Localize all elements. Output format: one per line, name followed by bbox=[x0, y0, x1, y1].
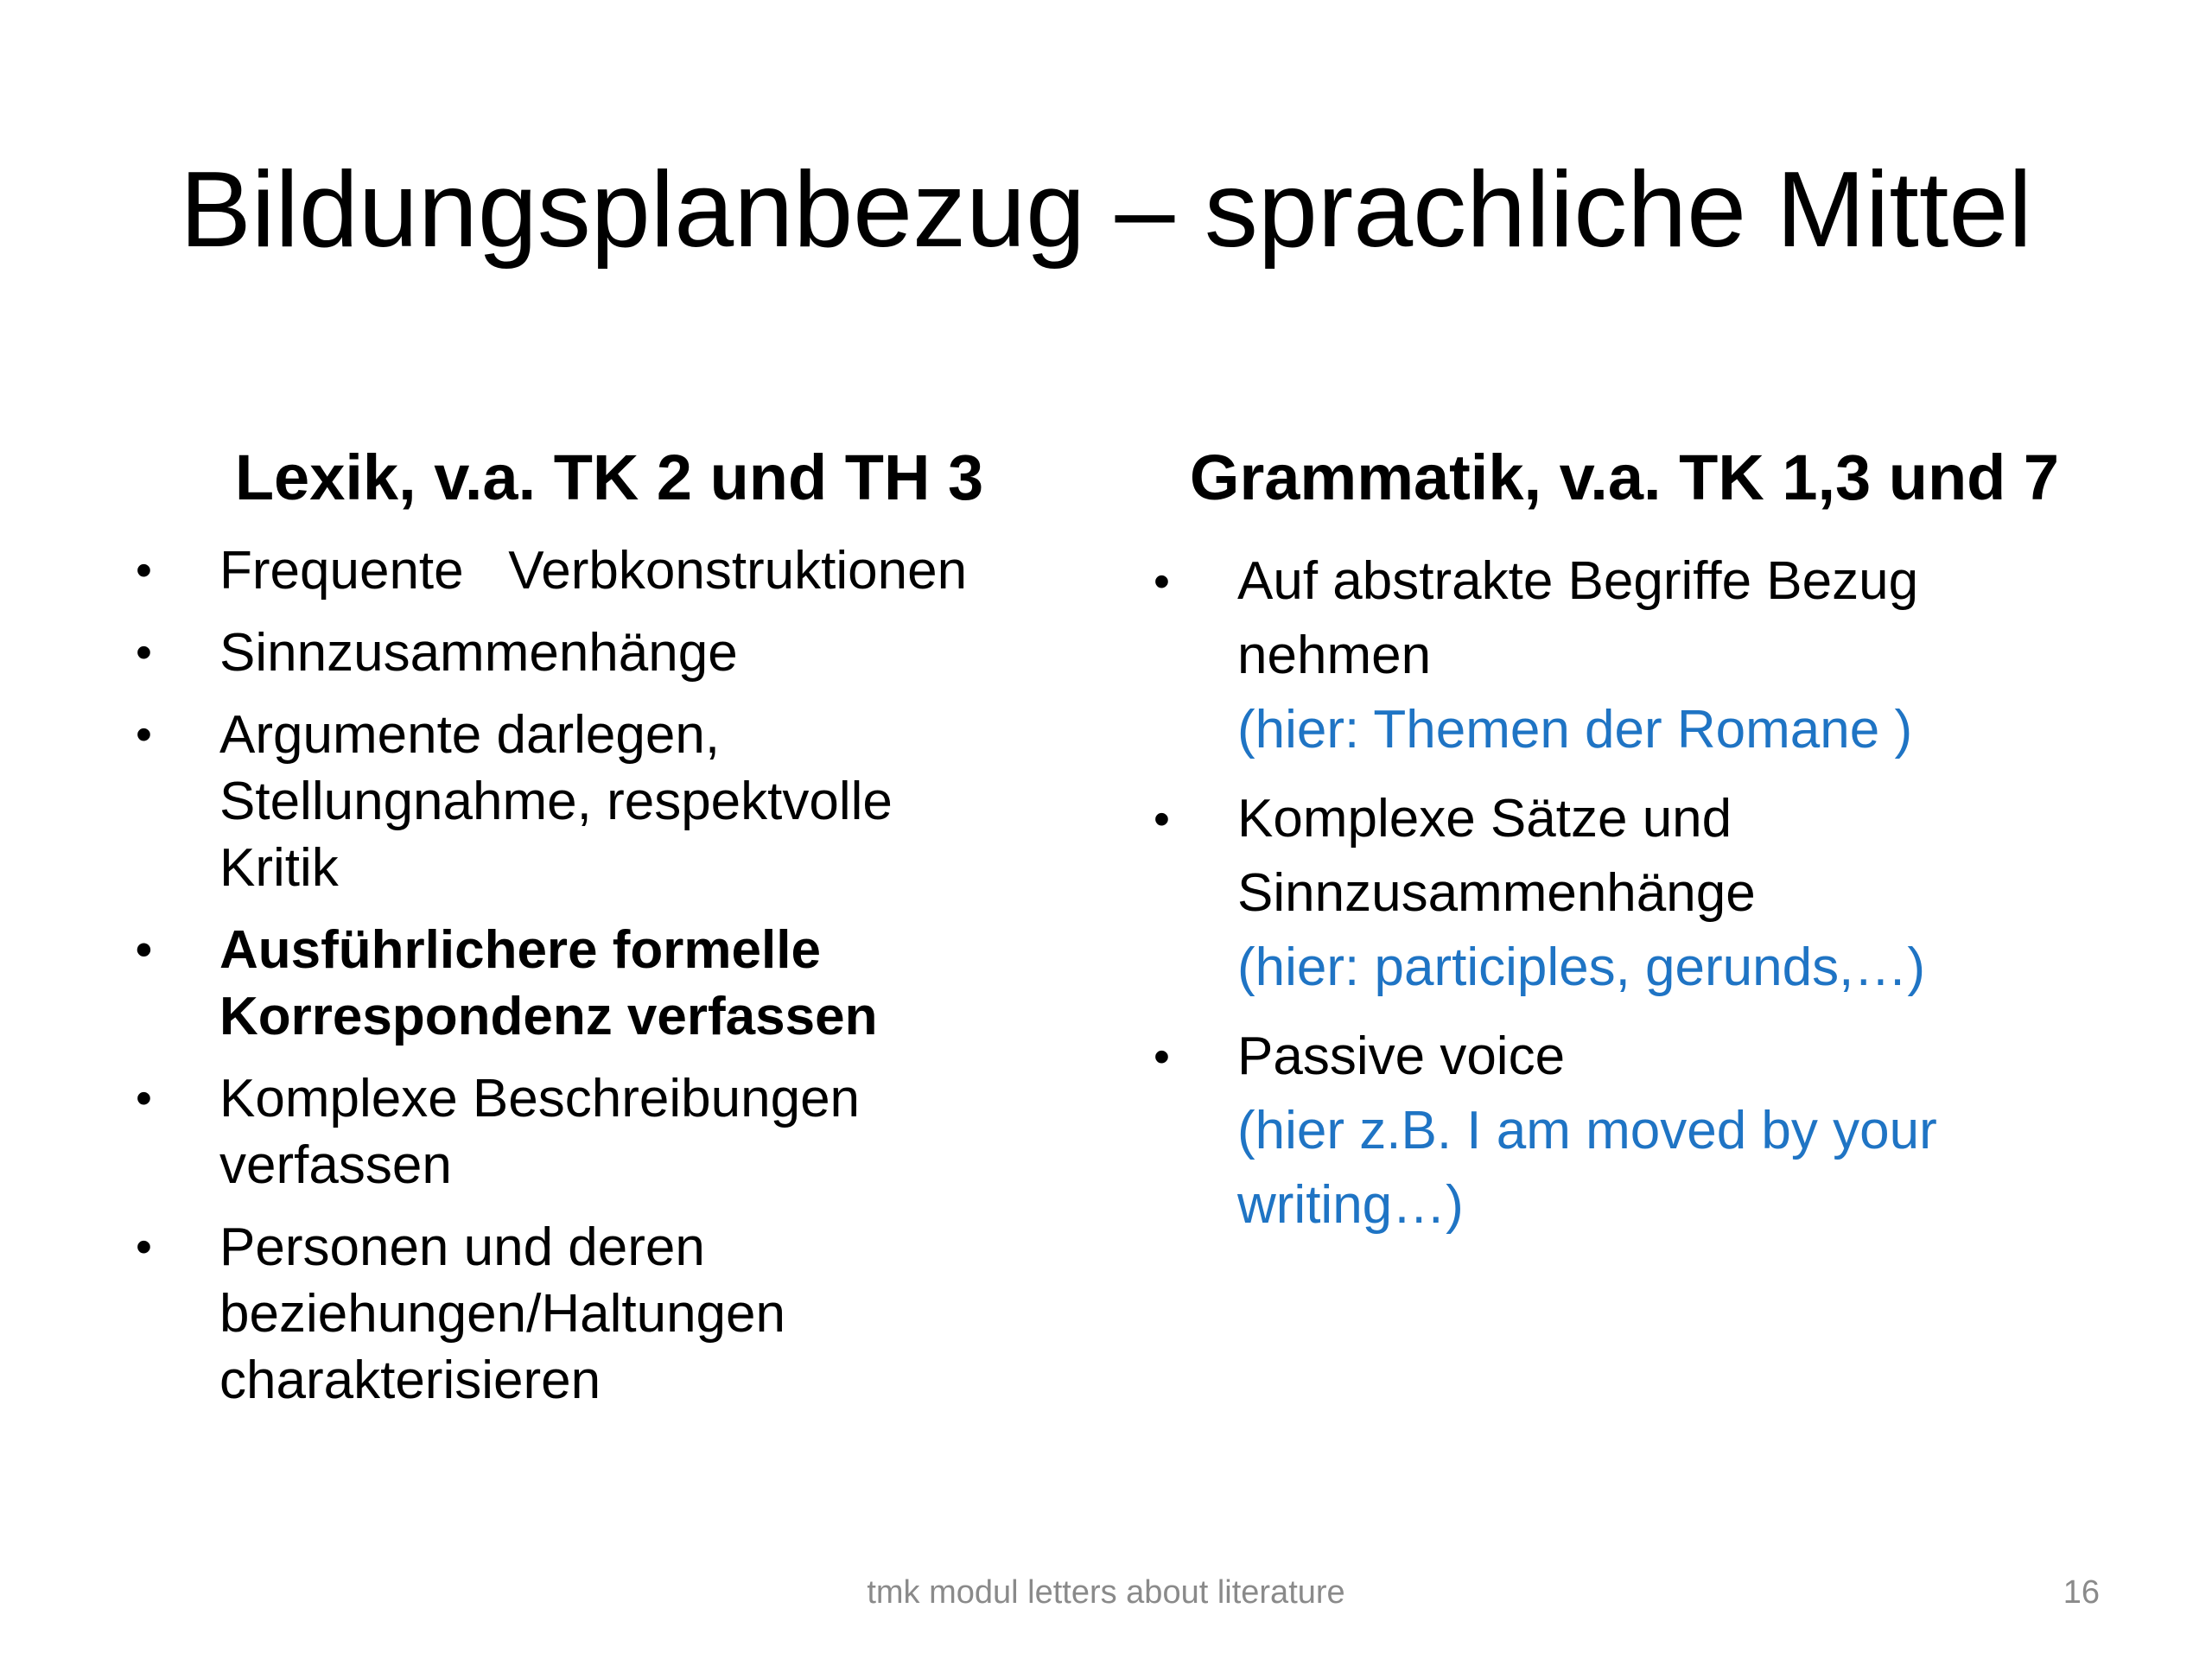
list-item bbox=[130, 537, 1115, 604]
list-item-text: Komplexe Beschreibungen bbox=[219, 1069, 861, 1128]
footer-text: tmk modul letters about literature bbox=[867, 1574, 1345, 1611]
list-item-text: Kritik bbox=[219, 838, 339, 898]
list-item-text: Sinnzusammenhänge bbox=[1237, 863, 1756, 923]
list-item-note: (hier: participles, gerunds,…) bbox=[1237, 938, 1925, 997]
list-item-text: Passive voice bbox=[1237, 1027, 1566, 1086]
list-item-text: Sinnzusammenhänge bbox=[219, 623, 738, 683]
grammatik-list bbox=[1147, 544, 2133, 1257]
bullet-icon: • bbox=[136, 1072, 152, 1124]
list-item-text: beziehungen/Haltungen bbox=[219, 1284, 785, 1344]
list-item-note: (hier z.B. I am moved by your bbox=[1237, 1101, 1937, 1160]
list-item bbox=[130, 1214, 1115, 1414]
list-item-text: Personen und deren bbox=[219, 1217, 705, 1277]
list-item-text: Ausführlichere formelle bbox=[219, 920, 821, 980]
list-item-note: (hier: Themen der Romane ) bbox=[1237, 700, 1913, 760]
bullet-icon: • bbox=[1154, 1031, 1170, 1083]
list-item bbox=[130, 620, 1115, 686]
lexik-heading: Lexik, v.a. TK 2 und TH 3 bbox=[234, 442, 984, 513]
list-item bbox=[130, 702, 1115, 901]
bullet-icon: • bbox=[136, 626, 152, 678]
list-item-text: charakterisieren bbox=[219, 1351, 601, 1410]
slide-title: Bildungsplanbezug – sprachliche Mittel bbox=[180, 150, 2032, 270]
list-item bbox=[1147, 544, 2133, 767]
bullet-icon: • bbox=[136, 924, 152, 976]
list-item-text: Frequente Verbkonstruktionen bbox=[219, 541, 968, 601]
list-item bbox=[130, 1065, 1115, 1198]
list-item-text: Korrespondenz verfassen bbox=[219, 987, 878, 1046]
bullet-icon: • bbox=[136, 544, 152, 596]
list-item-text: verfassen bbox=[219, 1135, 452, 1195]
page-number: 16 bbox=[2063, 1574, 2100, 1611]
bullet-icon: • bbox=[1154, 556, 1170, 607]
list-item-text: Argumente darlegen, bbox=[219, 705, 721, 765]
list-item-text: Auf abstrakte Begriffe Bezug bbox=[1237, 551, 1919, 611]
grammatik-heading: Grammatik, v.a. TK 1,3 und 7 bbox=[1189, 442, 2060, 513]
list-item bbox=[1147, 1020, 2133, 1243]
list-item bbox=[130, 917, 1115, 1050]
list-item-text: Stellungnahme, respektvolle bbox=[219, 772, 893, 831]
bullet-icon: • bbox=[136, 709, 152, 760]
lexik-list bbox=[130, 537, 1115, 1429]
list-item bbox=[1147, 782, 2133, 1005]
list-item-text: Komplexe Sätze und bbox=[1237, 789, 1732, 849]
list-item-note: writing…) bbox=[1237, 1175, 1464, 1235]
bullet-icon: • bbox=[136, 1221, 152, 1273]
bullet-icon: • bbox=[1154, 793, 1170, 845]
list-item-text: nehmen bbox=[1237, 626, 1432, 685]
